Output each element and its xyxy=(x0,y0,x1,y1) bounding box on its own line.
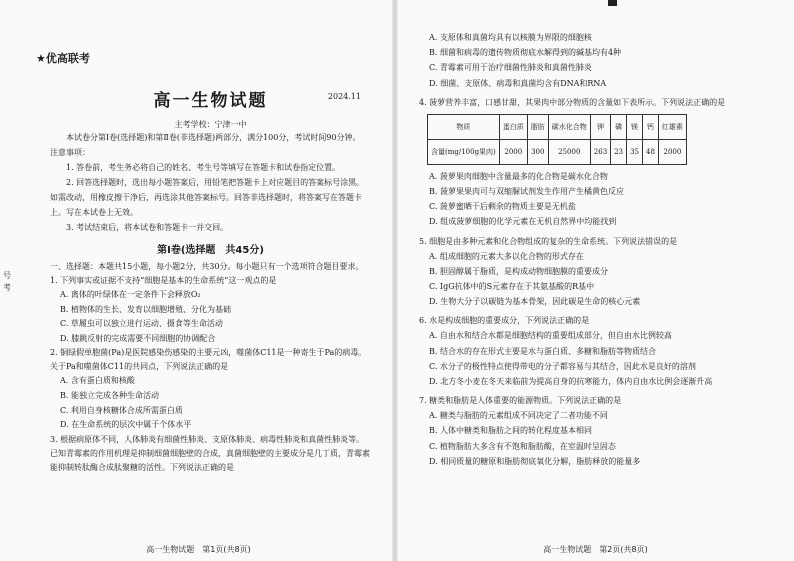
question-stem: 2. 铜绿假单胞菌(Pa)是医院感染伤感染的主要元凶，噬菌体C11是一种寄生于Pa的病毒。关于Pa和噬菌体C11的共同点，下列说法正确的是 xyxy=(50,348,367,372)
page-right xyxy=(397,0,794,561)
nutrient-table xyxy=(427,114,687,165)
question-option: A. 组成细胞的元素大多以化合物的形式存在 xyxy=(429,251,584,261)
question-option: D. 组成菠萝细胞的化学元素在无机自然界中均能找到 xyxy=(429,217,617,227)
table-header: 钾 xyxy=(590,114,610,139)
table-row-label: 含量(mg/100g果肉) xyxy=(428,139,500,164)
page-footer: 高一生物试题 第2页(共8页) xyxy=(543,545,648,554)
table-header: 钙 xyxy=(643,114,659,139)
question-option: B. 胆固醇属于脂质，是构成动物细胞膜的重要成分 xyxy=(429,266,608,276)
question-option: D. 在生命系统的层次中属于个体水平 xyxy=(60,420,192,430)
question-option: D. 北方冬小麦在冬天来临前为提高自身的抗寒能力，体内自由水比例会逐渐升高 xyxy=(429,377,713,387)
question-option: B. 细菌和病毒的遗传物质彻底水解得到的碱基均有4种 xyxy=(429,48,622,58)
table-header: 红雄素 xyxy=(658,114,686,139)
section-intro: 一、选择题：本题共15小题，每小题2分，共30分。每小题只有一个选项符合题目要求。 xyxy=(50,262,364,271)
table-cell: 25000 xyxy=(548,139,590,164)
table-cell: 300 xyxy=(527,139,548,164)
host-school: 主考学校：宁津一中 xyxy=(174,120,247,129)
question-stem: 3. 根据病原体不同，人体肺炎有细菌性肺炎、支原体肺炎、病毒性肺炎和真菌性肺炎等。已知青霉素的作用机理是抑制细菌细胞壁的合成，真菌细胞壁的主要成分是几丁质，青霉素能抑制转肽酶合成肽聚糖的活性。下列说法正确的是 xyxy=(50,434,370,472)
question-stem: 6. 水是构成细胞的重要成分，下列说法正确的是 xyxy=(419,316,590,326)
table-cell: 35 xyxy=(627,139,643,164)
question-stem: 1. 下列事实或证据不支持“细胞是基本的生命系统”这一观点的是 xyxy=(50,276,277,285)
question-option: C. 水分子的极性特点使得带电的分子都容易与其结合，因此水是良好的溶剂 xyxy=(429,361,696,371)
section-title: 第Ⅰ卷(选择题 共45分) xyxy=(157,245,264,256)
exam-title xyxy=(50,86,371,111)
table-row xyxy=(428,139,687,164)
question-option: B. 结合水的存在形式主要是水与蛋白质、多糖和脂肪等物质结合 xyxy=(429,346,656,356)
title-text: 高一生物试题 xyxy=(153,91,268,111)
notice-item: 2. 回答选择题时，选出每小题答案后，用铅笔把答题卡上对应题目的答案标号涂黑。如需改动，用橡皮擦干净后，再选涂其他答案标号。回答非选择题时，将答案写在答题卡上。写在本试卷上无效。 xyxy=(50,178,365,217)
question-stem: 4. 菠萝营养丰富，口感甘甜，其果肉中部分物质的含量如下表所示。下列说法正确的是 xyxy=(419,97,726,107)
question-option: C. 菠萝蜜晒干后剩余的物质主要是无机盐 xyxy=(429,202,576,212)
question-option: A. 菠萝果肉细胞中含量最多的化合物是碳水化合物 xyxy=(429,171,608,181)
question-option: D. 生物大分子以碳链为基本骨架，因此碳是生命的核心元素 xyxy=(429,297,641,307)
question-option: C. IgG抗体中的S元素存在于其氨基酸的R基中 xyxy=(429,282,595,292)
question-option: A. 离体的叶绿体在一定条件下会释放O₂ xyxy=(60,290,201,299)
side-margin-text: 号考 xyxy=(3,271,11,292)
table-header: 镁 xyxy=(627,114,643,139)
question-stem: 5. 细胞是由多种元素和化合物组成的复杂的生命系统。下列说法错误的是 xyxy=(419,236,678,246)
table-header-row xyxy=(428,114,687,139)
exam-date: 2024.11 xyxy=(327,92,361,101)
question-option: A. 含有蛋白质和核酸 xyxy=(60,376,135,386)
notice-item: 3. 考试结束后，将本试卷和答题卡一并交回。 xyxy=(66,223,229,232)
question-option: A. 支原体和真菌均具有以核膜为界限的细胞核 xyxy=(429,33,592,42)
question-option: C. 草履虫可以独立进行运动、摄食等生命活动 xyxy=(60,319,223,329)
question-option: C. 青霉素可用于治疗细菌性肺炎和真菌性肺炎 xyxy=(429,63,592,73)
question-option: B. 菠萝果果肉可与双缩脲试剂发生作用产生橘黄色反应 xyxy=(429,187,624,197)
table-cell: 2000 xyxy=(658,139,686,164)
exam-intro: 本试卷分第Ⅰ卷(选择题)和第Ⅱ卷(非选择题)两部分，满分100分，考试时间90分钟。 xyxy=(66,133,361,142)
question-option: B. 植物体的生长、发育以细胞增殖、分化为基础 xyxy=(60,304,231,314)
question-option: A. 糖类与脂肪的元素组成不同决定了二者功能不同 xyxy=(429,411,608,421)
question-option: D. 相同质量的糖原和脂肪彻底氧化分解，脂肪释放的能量多 xyxy=(429,456,641,466)
page-footer: 高一生物试题 第1页(共8页) xyxy=(146,545,251,554)
table-header: 蛋白质 xyxy=(499,114,527,139)
question-option: A. 自由水和结合水都是细胞结构的重要组成部分，但自由水比例较高 xyxy=(429,331,672,341)
question-option: C. 利用自身核糖体合成所需蛋白质 xyxy=(60,405,183,415)
table-cell: 263 xyxy=(590,139,610,164)
notice-title: 注意事项： xyxy=(50,148,90,157)
table-header: 碳水化合物 xyxy=(548,114,590,139)
table-header: 磷 xyxy=(611,114,627,139)
question-option: B. 人体中糖类和脂肪之间的转化程度基本相同 xyxy=(429,426,592,436)
table-header: 脂肪 xyxy=(527,114,548,139)
question-stem: 7. 糖类和脂肪是人体重要的能源物质。下列说法正确的是 xyxy=(419,396,622,406)
table-cell: 2000 xyxy=(499,139,527,164)
question-option: D. 细菌、支原体、病毒和真菌均含有DNA和RNA xyxy=(429,78,607,88)
question-option: B. 能独立完成各种生命活动 xyxy=(60,390,159,400)
exam-brand: ★优高联考 xyxy=(36,52,90,65)
table-cell: 48 xyxy=(643,139,659,164)
question-option: D. 膝跳反射的完成需要不同细胞的协调配合 xyxy=(60,333,216,343)
question-option: C. 植物脂肪大多含有不饱和脂肪酸，在室温时呈固态 xyxy=(429,441,616,451)
table-cell: 23 xyxy=(611,139,627,164)
notice-item: 1. 答卷前，考生务必将自己的姓名、考生号等填写在答题卡和试卷指定位置。 xyxy=(66,163,341,172)
table-header: 物质 xyxy=(428,114,500,139)
